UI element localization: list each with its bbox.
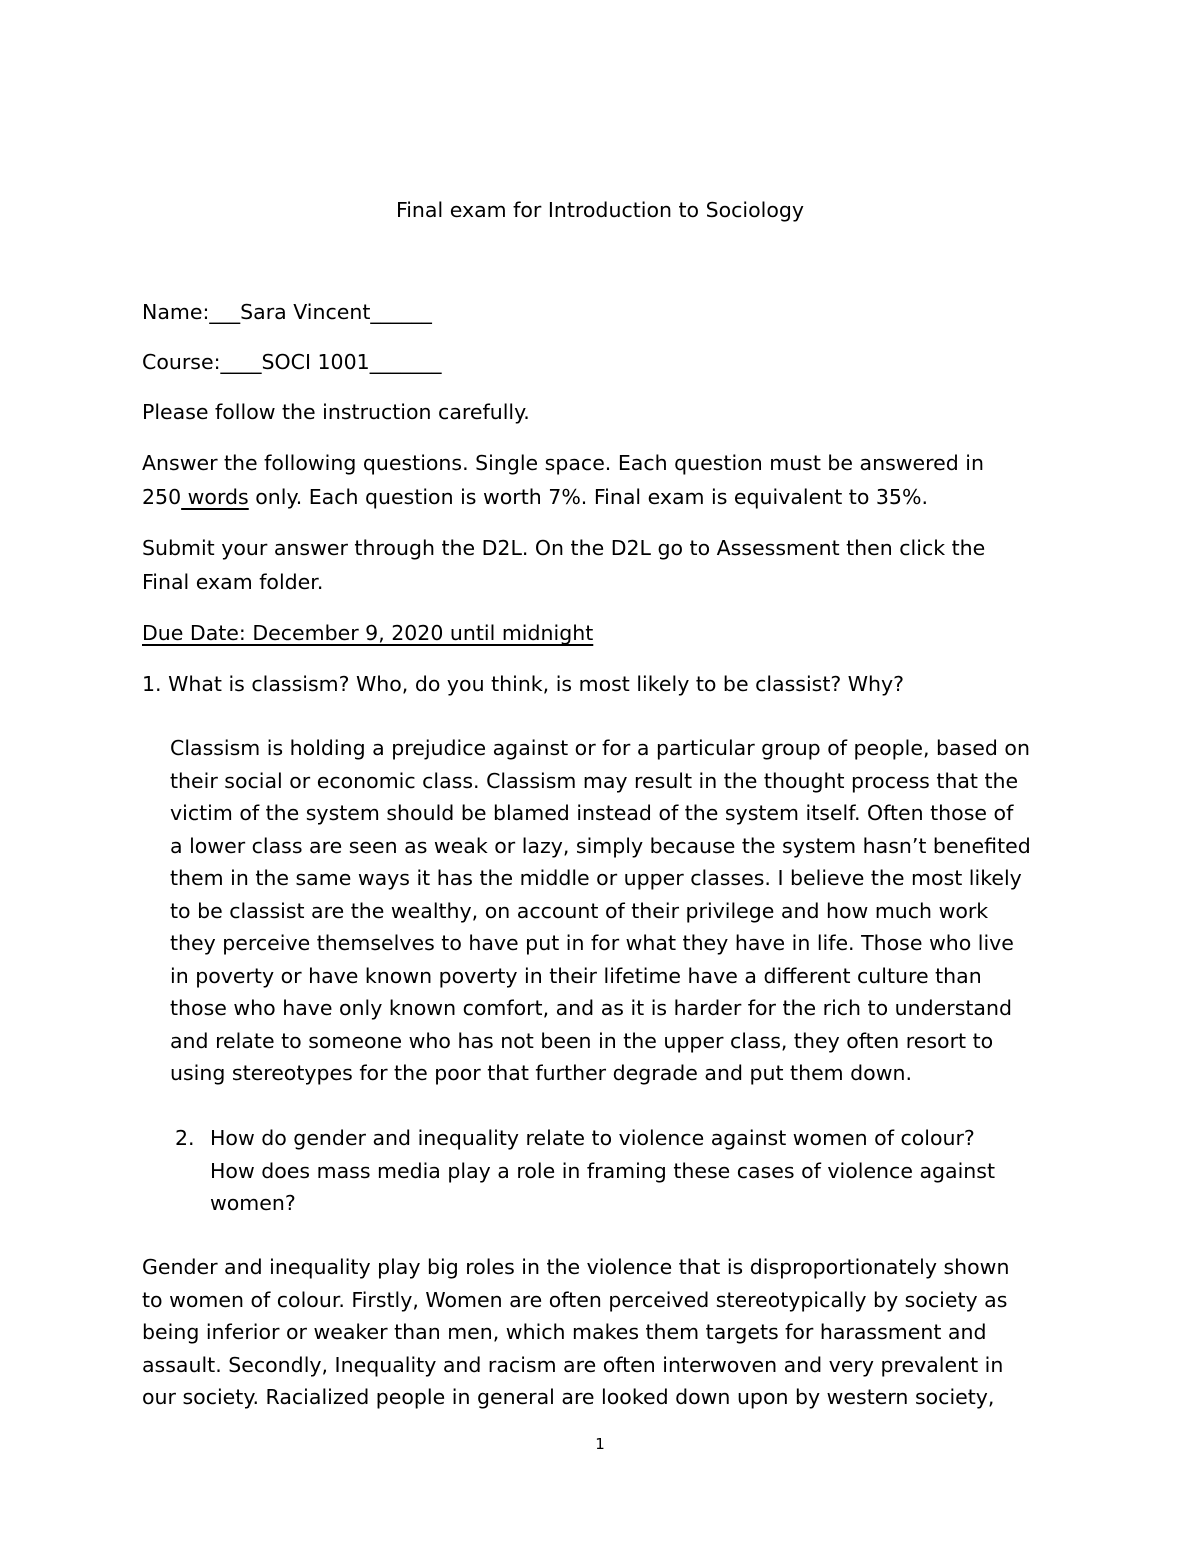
instruction-answer-line2 xyxy=(142,481,928,513)
answer-1-line: those who have only known comfort, and as it is harder for the rich to understand xyxy=(170,996,1012,1020)
instruction-follow: Please follow the instruction carefully. xyxy=(142,400,530,424)
question-1 xyxy=(142,668,904,700)
due-date: Due Date: December 9, 2020 until midnight xyxy=(142,621,594,645)
answer-1-line: Classism is holding a prejudice against or for a particular group of people, based on xyxy=(170,736,1030,760)
answer-1-line: and relate to someone who has not been in the upper class, they often resort to xyxy=(170,1028,994,1053)
answer-1-line: using stereotypes for the poor that further degrade and put them down. xyxy=(170,1061,912,1085)
question-2-number: 2. xyxy=(175,1126,195,1150)
page-number: 1 xyxy=(595,1435,605,1453)
question-2 xyxy=(210,1122,995,1220)
question-2-line: How does mass media play a role in framing these cases of violence against xyxy=(210,1158,995,1183)
course-value: SOCI 1001 xyxy=(261,350,370,374)
instruction-submit-line1: Submit your answer through the D2L. On the D2L go to Assessment then click the xyxy=(142,536,986,560)
name-blank-pre: ___ xyxy=(209,300,241,324)
instruction-submit-line2: Final exam folder. xyxy=(142,570,324,594)
question-2-line: How do gender and inequality relate to violence against women of colour? xyxy=(210,1126,975,1150)
course-line xyxy=(142,346,441,378)
answer-1-line: them in the same ways it has the middle or upper classes. I believe the most likely xyxy=(170,866,1022,890)
answer-1-line: they perceive themselves to have put in for what they have in life. Those who live xyxy=(170,931,1014,955)
name-value: Sara Vincent xyxy=(240,300,371,324)
name-line xyxy=(142,296,432,328)
document-title: Final exam for Introduction to Sociology xyxy=(395,198,805,222)
name-blank-post: ______ xyxy=(370,300,432,324)
answer-2-line: to women of colour. Firstly, Women are often perceived stereotypically by society as xyxy=(142,1287,1008,1312)
word-count: 250 xyxy=(142,485,182,509)
answer-1-line: a lower class are seen as weak or lazy, simply because the system hasn’t benefited xyxy=(170,833,1031,858)
answer-2-line: assault. Secondly, Inequality and racism are often interwoven and very prevalent in xyxy=(142,1352,1004,1377)
answer-1-line: to be classist are the wealthy, on account of their privilege and how much work xyxy=(170,898,989,923)
course-label: Course: xyxy=(142,350,221,374)
answer-1-line: in poverty or have known poverty in their lifetime have a different culture than xyxy=(170,963,982,988)
question-1-number: 1. xyxy=(142,672,162,696)
question-2-line: women? xyxy=(210,1191,296,1215)
answer-2-line: being inferior or weaker than men, which makes them targets for harassment and xyxy=(142,1320,987,1344)
question-1-text: What is classism? Who, do you think, is most likely to be classist? Why? xyxy=(168,672,905,696)
answer-1-line: their social or economic class. Classism may result in the thought process that the xyxy=(170,768,1019,793)
instruction-answer-rest: only. Each question is worth 7%. Final exam is equivalent to 35%. xyxy=(248,485,928,509)
answer-2 xyxy=(142,1251,1009,1414)
answer-2-line: Gender and inequality play big roles in the violence that is disproportionately shown xyxy=(142,1255,1010,1279)
answer-2-line: our society. Racialized people in general are looked down upon by western society, xyxy=(142,1385,995,1409)
words-underlined: words xyxy=(181,485,249,509)
name-label: Name: xyxy=(142,300,210,324)
answer-1-line: victim of the system should be blamed instead of the system itself. Often those of xyxy=(170,801,1014,825)
answer-1 xyxy=(170,732,1031,1090)
course-blank-pre: ____ xyxy=(220,350,262,374)
course-blank-post: _______ xyxy=(369,350,442,374)
instruction-answer-line1: Answer the following questions. Single space. Each question must be answered in xyxy=(142,451,984,475)
